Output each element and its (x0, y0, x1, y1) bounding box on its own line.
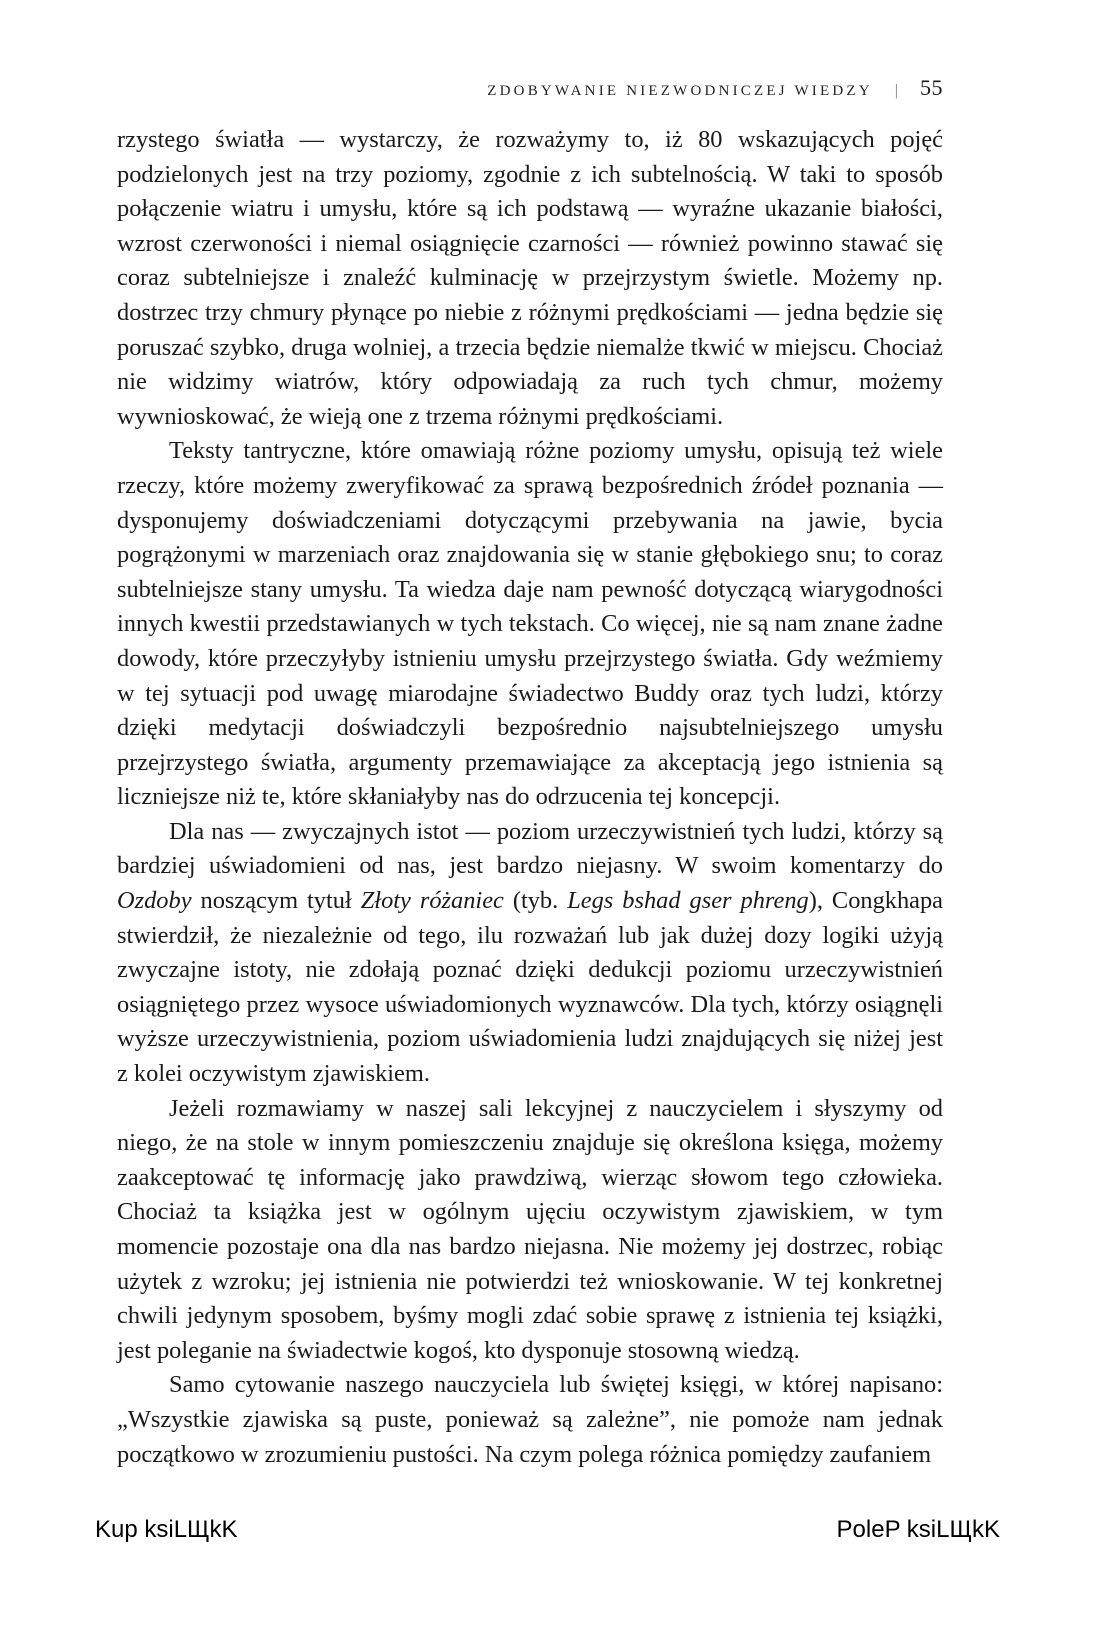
recommend-book-link[interactable]: PoleP ksiLЩkK (836, 1516, 1000, 1543)
running-header (117, 75, 943, 101)
text-run: Dla nas — zwyczajnych istot — poziom urzeczywistnień tych ludzi, którzy są bardziej uświadomieni od nas, jest bardzo niejasny. W swoim komentarzy do (117, 817, 943, 880)
body-text (117, 123, 943, 1472)
text-run: Jeżeli rozmawiamy w naszej sali lekcyjnej z nauczycielem i słyszymy od niego, że na stole w innym pomieszczeniu znajduje się określona księga, możemy zaakceptować tę informację jako prawdziwą, wierząc słowom tego człowieka. Chociaż ta książka jest w ogólnym ujęciu oczywistym zjawiskiem, w tym momencie pozostaje ona dla nas bardzo niejasna. Nie możemy jej dostrzec, robiąc użytek z wzroku; jej istnienia nie potwierdzi też wnioskowanie. W tej konkretnej chwili jedynym sposobem, byśmy mogli zdać sobie sprawę z istnienia tej książki, jest poleganie na świadectwie kogoś, kto dysponuje stosowną wiedzą. (117, 1094, 943, 1364)
footer (95, 1516, 1000, 1544)
text-run: Samo cytowanie naszego nauczyciela lub świętej księgi, w której napisano: „Wszystkie zjawiska są puste, ponieważ są zależne”, nie pomoże nam jednak początkowo w zrozumieniu pustości. Na czym polega różnica pomiędzy zaufaniem (117, 1371, 943, 1468)
italic-title: Złoty różaniec (360, 887, 504, 915)
text-run: rzystego światła — wystarczy, że rozważymy to, iż 80 wskazujących pojęć podzielonych jest na trzy poziomy, zgodnie z ich subtelnością. W taki to sposób połączenie wiatru i umysłu, które są ich podstawą — wyraźne ukazanie białości, wzrost czerwoności i niemal osiągnięcie czarności — również powinno stawać się coraz subtelniejsze i znaleźć kulminację w przejrzystym świetle. Możemy np. dostrzec trzy chmury płynące po niebie z różnymi prędkościami — jedna będzie się poruszać szybko, druga wolniej, a trzecia będzie niemalże tkwić w miejscu. Chociaż nie widzimy wiatrów, który odpowiadają za ruch tych chmur, możemy wywnioskować, że wieją one z trzema różnymi prędkościami. (117, 126, 943, 430)
paragraph (117, 434, 943, 815)
running-title: ZDOBYWANIE NIEZWODNICZEJ WIEDZY (487, 83, 873, 99)
italic-title: Legs bshad gser phreng (567, 887, 809, 915)
buy-book-link[interactable]: Kup ksiLЩkK (95, 1516, 238, 1543)
header-separator: | (894, 82, 898, 99)
paragraph (117, 1368, 943, 1472)
paragraph (117, 1092, 943, 1369)
text-run: (tyb. (503, 887, 568, 915)
text-run: noszącym tytuł (191, 887, 361, 915)
text-run: Teksty tantryczne, które omawiają różne poziomy umysłu, opisują też wiele rzeczy, które możemy zweryfikować za sprawą bezpośrednich źródeł poznania — dysponujemy doświadczeniami dotyczącymi przebywania na jawie, bycia pogrążonymi w marzeniach oraz znajdowania się w stanie głębokiego snu; to coraz subtelniejsze stany umysłu. Ta wiedza daje nam pewność dotyczącą wiarygodności innych kwestii przedstawianych w tych tekstach. Co więcej, nie są nam znane żadne dowody, które przeczyłyby istnieniu umysłu przejrzystego światła. Gdy weźmiemy w tej sytuacji pod uwagę miarodajne świadectwo Buddy oraz tych ludzi, którzy dzięki medytacji doświadczyli bezpośrednio najsubtelniejszego umysłu przejrzystego światła, argumenty przemawiające za akceptacją jego istnienia są liczniejsze niż te, które skłaniałyby nas do odrzucenia tej koncepcji. (117, 437, 943, 811)
italic-title: Ozdoby (117, 887, 192, 915)
paragraph (117, 123, 943, 434)
paragraph (117, 815, 943, 1092)
text-run: ), Congkhapa stwierdził, że niezależnie od tego, ilu rozważań lub jak dużej dozy logiki użyją zwyczajne istoty, nie zdołają poznać dzięki dedukcji poziomu urzeczywistnień osiągniętego przez wysoce uświadomionych wyznawców. Dla tych, którzy osiągnęli wyższe urzeczywistnienia, poziom uświadomienia ludzi znajdujących się niżej jest z kolei oczywistym zjawiskiem. (117, 887, 944, 1088)
page-number: 55 (920, 75, 943, 100)
